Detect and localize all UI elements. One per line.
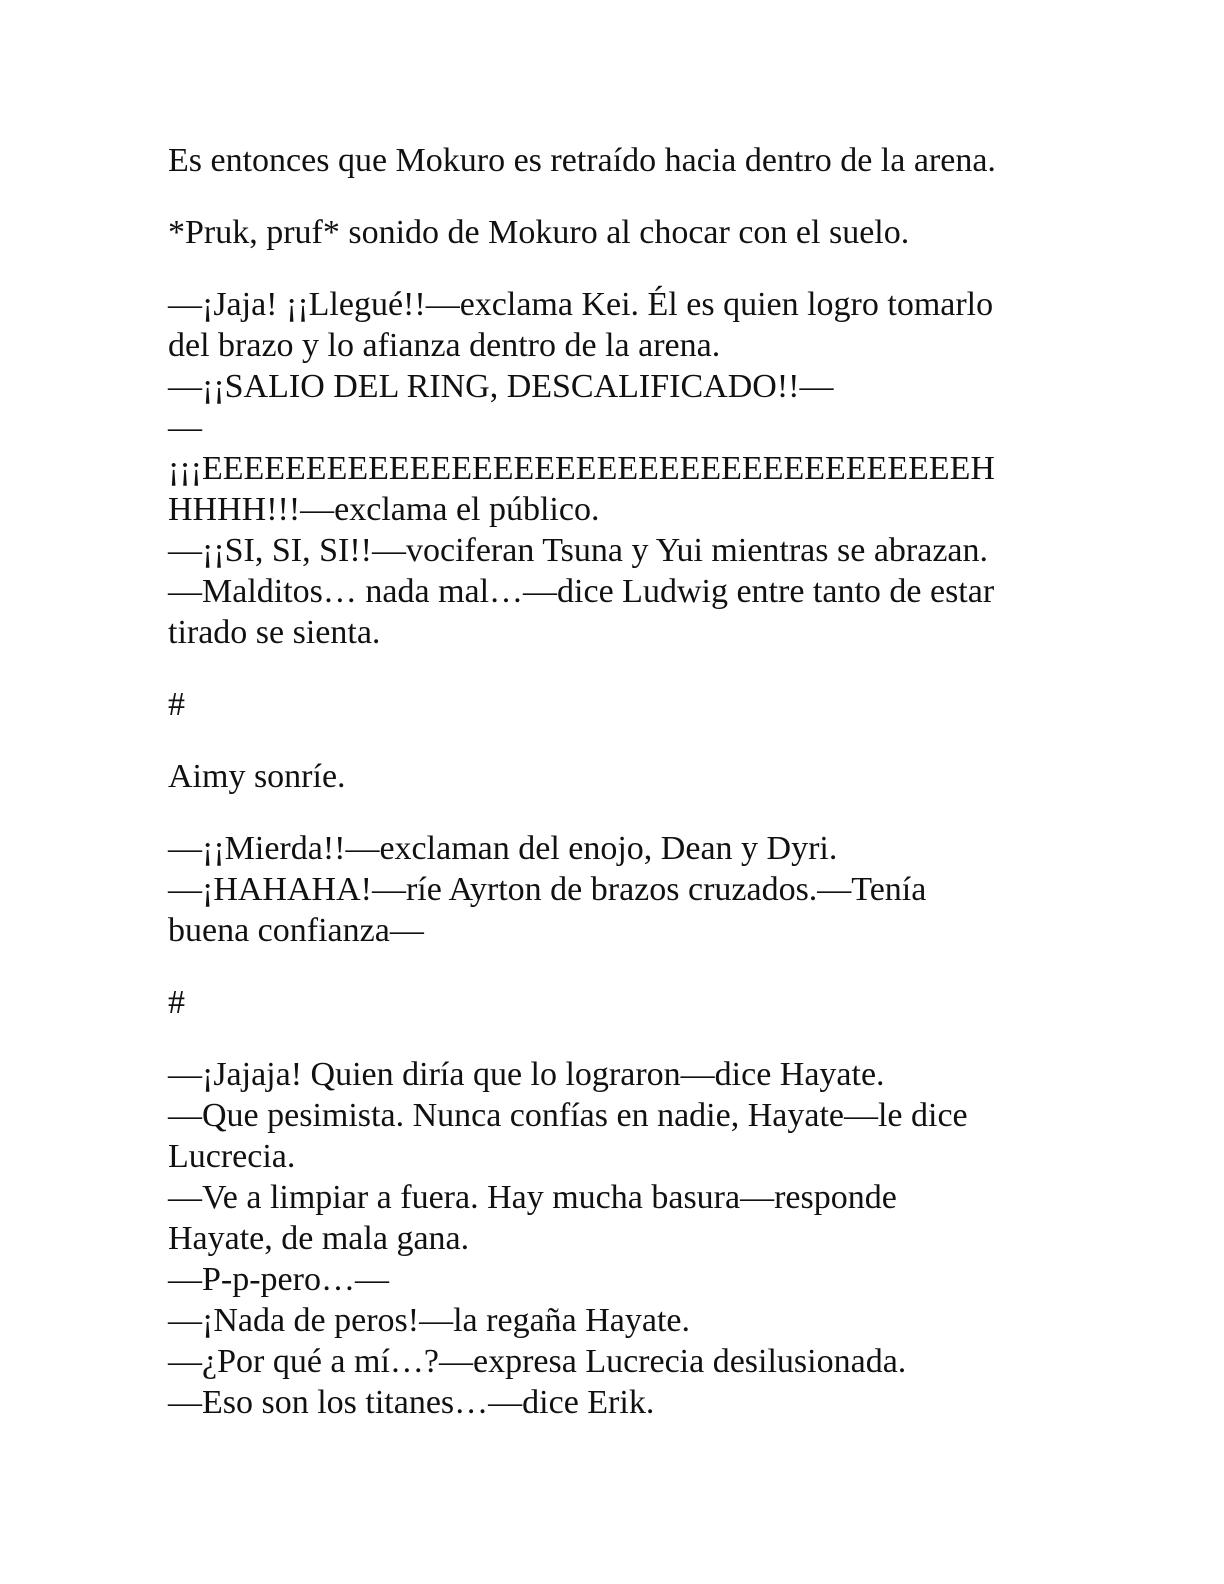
text-line: Es entonces que Mokuro es retraído hacia dentro de la arena. — [168, 142, 996, 179]
text-line: —Que pesimista. Nunca confías en nadie, Hayate—le dice — [168, 1097, 968, 1134]
text-line: *Pruk, pruf* sonido de Mokuro al chocar con el suelo. — [168, 214, 910, 251]
text-line: —¡¡SALIO DEL RING, DESCALIFICADO!!— — [168, 368, 834, 405]
scene-break-1 — [168, 684, 1048, 725]
text-line: —¡Jajaja! Quien diría que lo lograron—dice Hayate. — [168, 1056, 885, 1093]
text-line: —P-p-pero…— — [168, 1261, 389, 1298]
text-line: —¡Jaja! ¡¡Llegué!!—exclama Kei. Él es quien logro tomarlo — [168, 286, 994, 323]
scene-break-marker: # — [168, 686, 185, 723]
text-line: del brazo y lo afianza dentro de la arena. — [168, 327, 721, 364]
paragraph-1 — [168, 140, 1048, 181]
document-page — [168, 140, 1048, 1423]
paragraph-4 — [168, 756, 1048, 797]
text-line: —¿Por qué a mí…?—expresa Lucrecia desilusionada. — [168, 1343, 907, 1380]
text-line: tirado se sienta. — [168, 614, 381, 651]
text-line: Lucrecia. — [168, 1138, 296, 1175]
text-line: —Ve a limpiar a fuera. Hay mucha basura—responde — [168, 1179, 897, 1216]
text-line: HHHH!!!—exclama el público. — [168, 491, 600, 528]
text-line: —Malditos… nada mal…—dice Ludwig entre tanto de estar — [168, 573, 995, 610]
text-line: —¡HAHAHA!—ríe Ayrton de brazos cruzados.—Tenía — [168, 871, 927, 908]
text-line: Hayate, de mala gana. — [168, 1220, 470, 1257]
text-line: —¡¡Mierda!!—exclaman del enojo, Dean y Dyri. — [168, 830, 838, 867]
text-line: — — [168, 409, 202, 446]
text-line: —¡¡SI, SI, SI!!—vociferan Tsuna y Yui mientras se abrazan. — [168, 532, 989, 569]
scene-break-2 — [168, 982, 1048, 1023]
paragraph-5 — [168, 828, 1048, 951]
text-line: Aimy sonríe. — [168, 758, 346, 795]
text-line: —Eso son los titanes…—dice Erik. — [168, 1384, 655, 1421]
text-line: ¡¡¡EEEEEEEEEEEEEEEEEEEEEEEEEEEEEEEEEEEEEH — [168, 450, 995, 487]
paragraph-2 — [168, 212, 1048, 253]
scene-break-marker: # — [168, 984, 185, 1021]
text-line: —¡Nada de peros!—la regaña Hayate. — [168, 1302, 691, 1339]
text-line: buena confianza— — [168, 912, 424, 949]
paragraph-6 — [168, 1054, 1048, 1423]
paragraph-3 — [168, 284, 1048, 653]
